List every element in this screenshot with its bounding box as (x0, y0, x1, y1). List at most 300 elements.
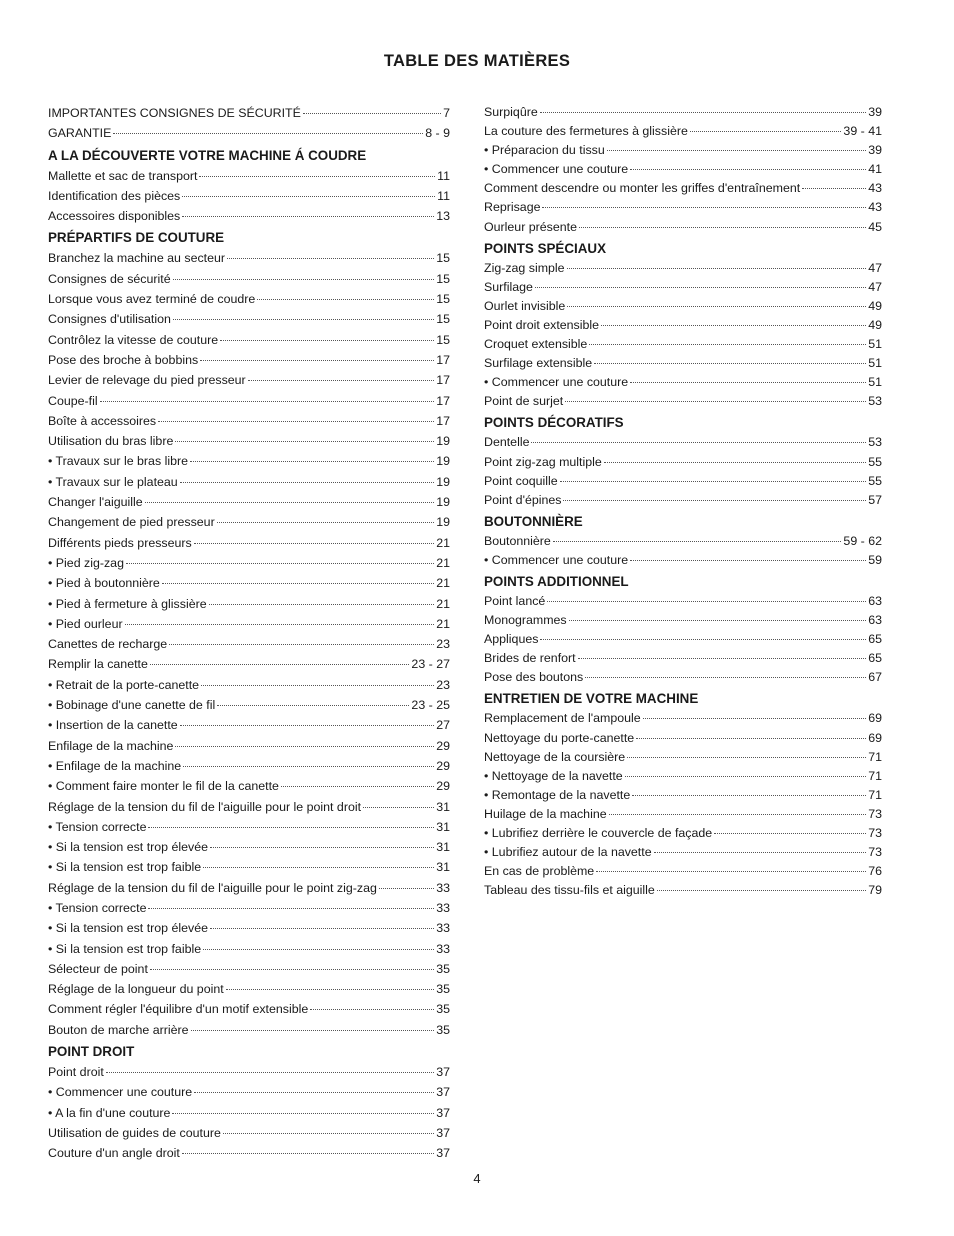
toc-entry-label: Reprisage (484, 200, 541, 215)
dot-leader (217, 705, 409, 706)
toc-entry (48, 472, 450, 492)
toc-entry-label: • Commencer une couture (48, 1085, 193, 1100)
toc-entry (484, 767, 882, 786)
toc-entry-label: La couture des fermetures à glissière (484, 124, 688, 139)
toc-entry-page: 15 (436, 332, 450, 347)
toc-entry-label: Consignes de sécurité (48, 271, 171, 286)
toc-entry-label: Monogrammes (484, 613, 567, 628)
toc-entry-page: 53 (868, 435, 882, 450)
toc-entry-page: 49 (868, 298, 882, 313)
toc-entry (48, 939, 450, 959)
toc-entry (484, 472, 882, 491)
toc-entry-page: 69 (868, 711, 882, 726)
dot-leader (303, 113, 441, 114)
toc-entry-label: Bouton de marche arrière (48, 1022, 189, 1037)
toc-entry (48, 370, 450, 390)
toc-entry-label: Remplacement de l'ampoule (484, 711, 641, 726)
toc-entry-page: 17 (436, 373, 450, 388)
toc-entry-label: Canettes de recharge (48, 637, 168, 652)
section-heading: ENTRETIEN DE VOTRE MACHINE (484, 691, 699, 707)
toc-entry-page: 73 (868, 845, 882, 860)
toc-entry-label: Point lancé (484, 593, 546, 608)
toc-entry (484, 335, 882, 354)
dot-leader (194, 1092, 434, 1093)
toc-entry-page: 7 (443, 106, 450, 120)
toc-entry-page: 43 (868, 181, 882, 196)
dot-leader (172, 1113, 434, 1114)
toc-entry-label: Huilage de la machine (484, 806, 607, 821)
toc-entry-page: 31 (436, 860, 450, 875)
toc-entry (484, 316, 882, 335)
toc-entry-label: Levier de relevage du pied presseur (48, 373, 246, 388)
toc-entry (48, 573, 450, 593)
toc-entry-label: Point droit (48, 1065, 104, 1080)
dot-leader (182, 1153, 434, 1154)
toc-entry (484, 392, 882, 411)
toc-entry-label: • Lubrifiez derrière le couvercle de façade (484, 826, 713, 840)
toc-entry-label: GARANTIE (48, 126, 112, 141)
toc-entry-label: Boîte à accessoires (48, 413, 157, 428)
toc-entry-label: Consignes d'utilisation (48, 312, 171, 327)
dot-leader (542, 207, 866, 208)
dot-leader (632, 795, 866, 796)
dot-leader (210, 928, 434, 929)
toc-entry-page: 31 (436, 840, 450, 855)
toc-entry-page: 19 (436, 454, 450, 469)
toc-entry-label: Branchez la machine au secteur (48, 251, 226, 266)
dot-leader (531, 442, 866, 443)
toc-entry-page: 23 (436, 677, 450, 692)
dot-leader (169, 644, 434, 645)
toc-entry (48, 594, 450, 614)
toc-entry-page: 71 (868, 787, 882, 802)
dot-leader (248, 380, 435, 381)
toc-entry (48, 857, 450, 877)
toc-entry (48, 553, 450, 573)
toc-entry (484, 709, 882, 728)
toc-entry (48, 979, 450, 999)
toc-entry-label: Nettoyage du porte-canette (484, 730, 635, 745)
toc-entry-label: Différents pieds presseurs (48, 535, 192, 550)
toc-entry (484, 786, 882, 805)
toc-entry-page: 15 (436, 312, 450, 327)
toc-entry-label: Mallette et sac de transport (48, 168, 198, 183)
toc-entry-page: 51 (868, 356, 882, 371)
toc-entry-label: Accessoires disponibles (48, 209, 181, 224)
toc-entry (484, 491, 882, 510)
toc-entry (48, 492, 450, 512)
toc-entry-label: IMPORTANTES CONSIGNES DE SÉCURITÉ (48, 106, 301, 120)
toc-entry-label: • Si la tension est trop élevée (48, 921, 209, 936)
toc-entry-label: • Si la tension est trop élevée (48, 840, 209, 855)
toc-entry (48, 695, 450, 715)
toc-entry (48, 817, 450, 837)
toc-entry-label: Comment régler l'équilibre d'un motif extensible (48, 1002, 309, 1017)
toc-entry-page: 19 (436, 434, 450, 449)
dot-leader (654, 852, 867, 853)
toc-entry-page: 21 (436, 535, 450, 550)
toc-entry-label: • Nettoyage de la navette (484, 768, 623, 783)
toc-entry-page: 63 (868, 593, 882, 608)
toc-entry (484, 592, 882, 611)
toc-entry-label: Dentelle (484, 435, 530, 450)
toc-entry (48, 330, 450, 350)
toc-entry-page: 8 - 9 (425, 126, 450, 141)
toc-entry-page: 59 (868, 552, 882, 567)
toc-entry (48, 350, 450, 370)
toc-entry (48, 248, 450, 268)
toc-entry-label: • Travaux sur le plateau (48, 474, 178, 489)
toc-entry-page: 33 (436, 880, 450, 895)
toc-entry (48, 1062, 450, 1082)
dot-leader (565, 401, 866, 402)
toc-entry-page: 47 (868, 260, 882, 275)
dot-leader (560, 481, 867, 482)
toc-entry-page: 31 (436, 819, 450, 834)
toc-entry-label: Pose des boutons (484, 670, 584, 685)
toc-entry-page: 23 - 25 (411, 698, 450, 713)
toc-entry-page: 33 (436, 941, 450, 956)
toc-entry-label: Utilisation de guides de couture (48, 1125, 221, 1140)
toc-entry-label: Nettoyage de la coursière (484, 749, 626, 764)
dot-leader (210, 847, 434, 848)
dot-leader (643, 718, 867, 719)
toc-entry-page: 23 (436, 637, 450, 652)
toc-entry (48, 309, 450, 329)
toc-entry (48, 999, 450, 1019)
toc-entry-page: 76 (868, 864, 882, 879)
dot-leader (540, 112, 866, 113)
toc-entry-page: 37 (436, 1085, 450, 1100)
toc-entry (48, 1082, 450, 1102)
toc-entry (48, 206, 450, 226)
dot-leader (690, 131, 842, 132)
toc-entry (48, 123, 450, 143)
toc-entry-label: Contrôlez la vitesse de couture (48, 332, 219, 347)
section-heading: A LA DÉCOUVERTE VOTRE MACHINE Á COUDRE (48, 147, 367, 163)
toc-entry-label: Appliques (484, 632, 539, 647)
toc-entry (484, 805, 882, 824)
page-title: TABLE DES MATIÈRES (383, 52, 571, 70)
toc-entry-page: 13 (436, 209, 450, 224)
toc-entry-page: 45 (868, 219, 882, 234)
dot-leader (579, 227, 866, 228)
toc-entry-label: Changer l'aiguille (48, 495, 143, 510)
dot-leader (183, 766, 434, 767)
toc-entry-page: 39 (868, 105, 882, 119)
toc-entry (484, 748, 882, 767)
dot-leader (553, 541, 842, 542)
toc-entry-label: • Si la tension est trop faible (48, 860, 202, 875)
toc-entry-label: • Si la tension est trop faible (48, 941, 202, 956)
toc-entry-label: • Commencer une couture (484, 375, 629, 390)
toc-entry-label: Lorsque vous avez terminé de coudre (48, 292, 256, 307)
toc-entry (48, 959, 450, 979)
toc-entry-page: 63 (868, 613, 882, 628)
toc-entry-label: Réglage de la tension du fil de l'aiguille pour le point zig-zag (48, 880, 377, 895)
toc-entry-page: 51 (868, 337, 882, 352)
toc-entry (48, 431, 450, 451)
toc-right-column (484, 103, 882, 900)
toc-entry-page: 19 (436, 495, 450, 510)
toc-left-column (48, 103, 450, 1164)
toc-entry-page: 21 (436, 616, 450, 631)
section-heading: PRÉPARTIFS DE COUTURE (48, 230, 225, 246)
toc-entry (48, 1143, 450, 1163)
toc-entry-page: 55 (868, 454, 882, 469)
toc-entry-page: 55 (868, 473, 882, 488)
dot-leader (190, 461, 434, 462)
toc-entry (484, 630, 882, 649)
dot-leader (106, 1072, 434, 1073)
dot-leader (175, 441, 434, 442)
toc-entry-page: 39 (868, 143, 882, 158)
dot-leader (175, 746, 434, 747)
dot-leader (547, 601, 866, 602)
toc-entry-label: Coupe-fil (48, 393, 98, 408)
toc-entry-page: 65 (868, 651, 882, 666)
dot-leader (201, 685, 434, 686)
dot-leader (657, 890, 866, 891)
dot-leader (281, 786, 434, 787)
toc-entry (484, 668, 882, 687)
toc-entry (48, 103, 450, 123)
dot-leader (630, 382, 866, 383)
toc-entry-label: • Enfilage de la machine (48, 758, 182, 773)
toc-entry-page: 21 (436, 555, 450, 570)
toc-entry-page: 69 (868, 730, 882, 745)
toc-entry-label: Boutonnière (484, 533, 551, 548)
toc-entry (48, 1103, 450, 1123)
section-heading: POINTS SPÉCIAUX (484, 240, 607, 256)
toc-entry (484, 373, 882, 392)
toc-entry (484, 611, 882, 630)
section-heading: POINTS ADDITIONNEL (484, 573, 629, 589)
toc-entry-label: • Bobinage d'une canette de fil (48, 698, 216, 713)
toc-entry-page: 23 - 27 (411, 657, 450, 672)
toc-entry-page: 59 - 62 (843, 533, 882, 548)
dot-leader (173, 279, 435, 280)
toc-entry-label: • Préparacion du tissu (484, 143, 605, 158)
toc-entry (48, 289, 450, 309)
dot-leader (209, 604, 435, 605)
toc-entry-page: 29 (436, 758, 450, 773)
toc-entry (48, 1123, 450, 1143)
dot-leader (148, 827, 434, 828)
dot-leader (182, 216, 434, 217)
dot-leader (310, 1009, 434, 1010)
toc-entry-label: Surfilage (484, 279, 533, 294)
section-heading: POINTS DÉCORATIFS (484, 415, 624, 431)
toc-entry (48, 451, 450, 471)
dot-leader (535, 287, 866, 288)
toc-entry (48, 918, 450, 938)
toc-entry-label: Zig-zag simple (484, 260, 565, 275)
toc-entry-page: 21 (436, 596, 450, 611)
dot-leader (604, 462, 866, 463)
dot-leader (601, 325, 866, 326)
toc-entry-page: 43 (868, 200, 882, 215)
toc-entry-page: 65 (868, 632, 882, 647)
toc-entry-page: 15 (436, 271, 450, 286)
dot-leader (569, 620, 867, 621)
toc-entry (48, 614, 450, 634)
toc-entry-label: Pose des broche à bobbins (48, 352, 199, 367)
dot-leader (227, 258, 434, 259)
toc-entry-label: Point de surjet (484, 394, 564, 409)
toc-entry-label: Ourlet invisible (484, 298, 566, 313)
dot-leader (173, 319, 434, 320)
toc-entry (48, 186, 450, 206)
dot-leader (379, 888, 434, 889)
dot-leader (630, 560, 866, 561)
section-heading: BOUTONNIÈRE (484, 513, 583, 529)
toc-entry-page: 49 (868, 317, 882, 332)
dot-leader (191, 1030, 435, 1031)
toc-entry-page: 33 (436, 900, 450, 915)
dot-leader (625, 776, 867, 777)
dot-leader (578, 658, 867, 659)
toc-entry-label: • Pied à fermeture à glissière (48, 596, 207, 611)
toc-entry-page: 35 (436, 1002, 450, 1017)
toc-entry-page: 79 (868, 883, 882, 898)
toc-entry (484, 297, 882, 316)
toc-entry-label: • Pied ourleur (48, 616, 123, 631)
toc-entry (484, 843, 882, 862)
toc-entry-page: 29 (436, 779, 450, 794)
dot-leader (257, 299, 434, 300)
toc-entry (48, 166, 450, 186)
toc-entry (48, 1020, 450, 1040)
dot-leader (540, 639, 866, 640)
toc-entry-page: 17 (436, 413, 450, 428)
toc-entry (48, 878, 450, 898)
toc-entry-label: Surfilage extensible (484, 356, 593, 371)
toc-entry (484, 532, 882, 551)
toc-entry-label: • Pied à boutonnière (48, 576, 160, 591)
toc-entry-page: 33 (436, 921, 450, 936)
toc-entry-page: 35 (436, 961, 450, 976)
toc-entry-page: 29 (436, 738, 450, 753)
dot-leader (630, 169, 866, 170)
toc-entry-page: 51 (868, 375, 882, 390)
toc-entry-label: Réglage de la longueur du point (48, 982, 224, 997)
toc-entry (484, 729, 882, 748)
dot-leader (714, 833, 866, 834)
dot-leader (594, 363, 866, 364)
dot-leader (148, 908, 434, 909)
section-heading: POINT DROIT (48, 1044, 135, 1060)
toc-entry-label: Ourleur présente (484, 219, 577, 234)
dot-leader (180, 725, 435, 726)
toc-entry-page: 11 (437, 188, 450, 203)
toc-entry-page: 35 (436, 982, 450, 997)
dot-leader (100, 401, 435, 402)
toc-entry-label: Couture d'un angle droit (48, 1146, 180, 1161)
toc-entry-label: • Remontage de la navette (484, 787, 631, 802)
toc-entry-page: 17 (436, 393, 450, 408)
toc-entry (48, 654, 450, 674)
toc-entry (48, 512, 450, 532)
toc-entry-label: Tableau des tissu-fils et aiguille (484, 883, 655, 898)
dot-leader (182, 196, 435, 197)
toc-entry-label: • Tension correcte (48, 819, 147, 834)
toc-entry-page: 31 (436, 799, 450, 814)
toc-entry (484, 179, 882, 198)
toc-entry (484, 354, 882, 373)
toc-entry-page: 17 (436, 352, 450, 367)
toc-entry (48, 756, 450, 776)
toc-entry-label: Enfilage de la machine (48, 738, 174, 753)
dot-leader (223, 1133, 434, 1134)
toc-entry-label: Point droit extensible (484, 317, 600, 332)
dot-leader (585, 677, 866, 678)
toc-entry-label: Identification des pièces (48, 188, 181, 203)
dot-leader (194, 543, 434, 544)
dot-leader (199, 176, 435, 177)
toc-entry (48, 411, 450, 431)
toc-entry (48, 736, 450, 756)
dot-leader (567, 268, 867, 269)
toc-entry-page: 39 - 41 (843, 124, 882, 139)
toc-entry-page: 15 (436, 251, 450, 266)
toc-entry (484, 433, 882, 452)
dot-leader (126, 563, 434, 564)
dot-leader (203, 949, 434, 950)
toc-entry (484, 649, 882, 668)
dot-leader (113, 133, 423, 134)
dot-leader (180, 482, 435, 483)
toc-entry (48, 776, 450, 796)
toc-entry (484, 103, 882, 122)
dot-leader (563, 500, 866, 501)
toc-entry-label: Brides de renfort (484, 651, 576, 666)
toc-entry-label: • Pied zig-zag (48, 555, 124, 570)
toc-entry (48, 837, 450, 857)
toc-entry-label: Comment descendre ou monter les griffes d'entraînement (484, 181, 801, 196)
toc-entry (48, 715, 450, 735)
dot-leader (609, 814, 867, 815)
toc-entry-page: 41 (868, 162, 882, 177)
dot-leader (636, 738, 866, 739)
toc-entry-page: 53 (868, 394, 882, 409)
toc-entry-label: Sélecteur de point (48, 961, 148, 976)
toc-entry-page: 27 (436, 718, 450, 733)
toc-entry-label: Réglage de la tension du fil de l'aiguille pour le point droit (48, 799, 362, 814)
toc-entry (484, 160, 882, 179)
toc-entry (484, 862, 882, 881)
dot-leader (145, 502, 435, 503)
toc-entry (484, 122, 882, 141)
page-number: 4 (473, 1171, 481, 1186)
dot-leader (217, 522, 435, 523)
dot-leader (125, 624, 435, 625)
toc-entry (484, 278, 882, 297)
toc-entry-label: • Tension correcte (48, 900, 147, 915)
toc-entry-page: 37 (436, 1125, 450, 1140)
toc-entry-page: 37 (436, 1065, 450, 1080)
toc-entry-label: Changement de pied presseur (48, 515, 215, 530)
toc-entry-page: 35 (436, 1022, 450, 1037)
toc-entry (484, 881, 882, 900)
dot-leader (162, 583, 434, 584)
toc-entry-page: 73 (868, 806, 882, 821)
dot-leader (200, 360, 434, 361)
toc-entry-label: Point coquille (484, 473, 558, 488)
toc-entry-label: • Travaux sur le bras libre (48, 454, 188, 469)
toc-entry-label: Remplir la canette (48, 657, 148, 672)
dot-leader (203, 867, 434, 868)
